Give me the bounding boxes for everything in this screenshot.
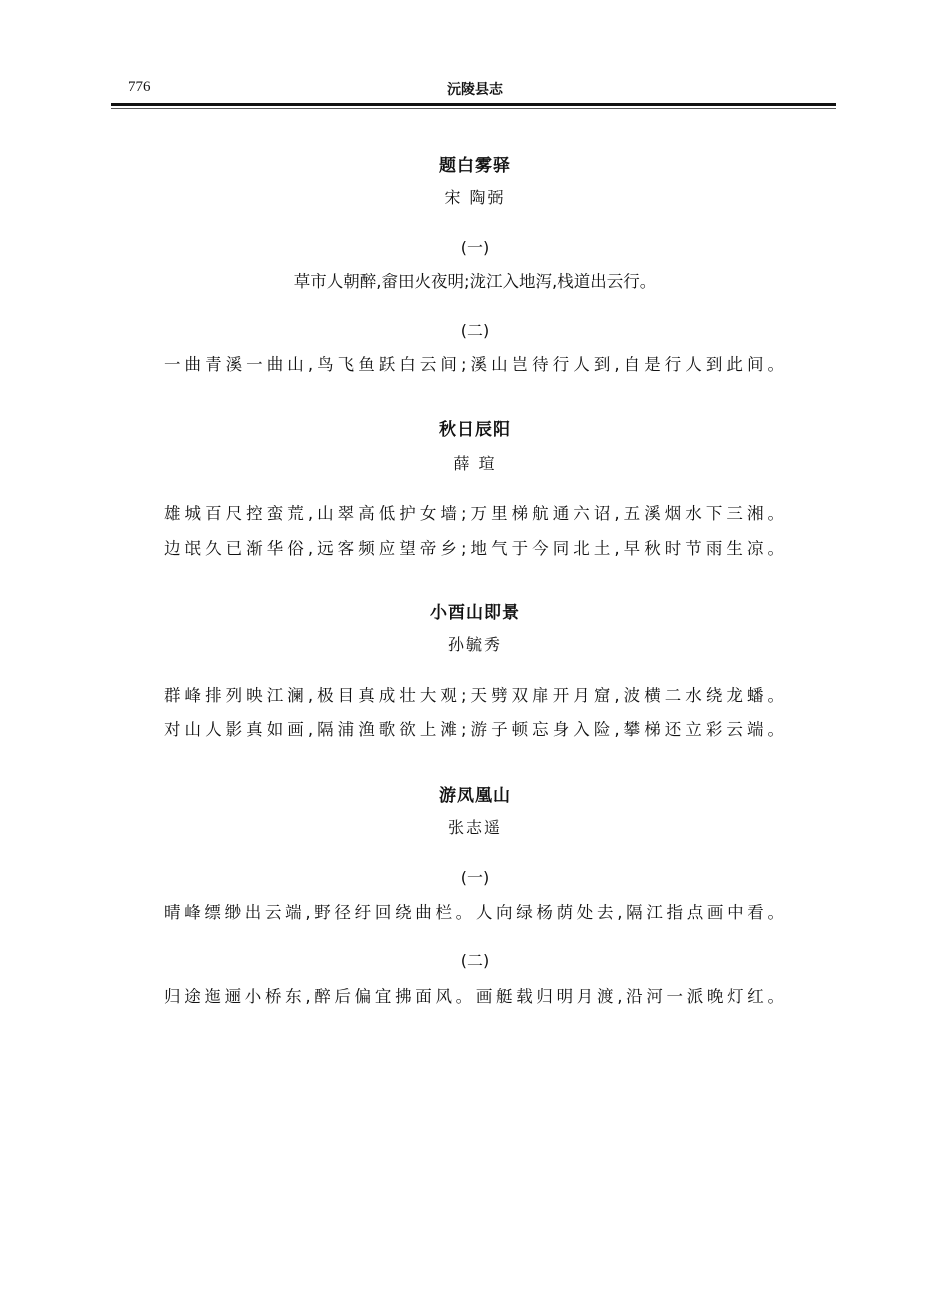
poem-title: 题白雾驿 — [439, 156, 511, 176]
verse-line: 一曲青溪一曲山,鸟飞鱼跃白云间;溪山岂待行人到,自是行人到此间。 — [164, 355, 784, 374]
section-label: (一) — [460, 868, 490, 887]
verse-line: 归途迤逦小桥东,醉后偏宜拂面风。画艇载归明月渡,沿河一派晚灯红。 — [164, 987, 784, 1006]
verse-line: 晴峰缥缈出云端,野径纡回绕曲栏。人向绿杨荫处去,隔江指点画中看。 — [164, 903, 784, 922]
poem-author: 张志遥 — [447, 818, 502, 837]
poem-title: 秋日辰阳 — [439, 420, 511, 440]
section-label: (一) — [460, 238, 490, 257]
header-rule — [111, 103, 836, 106]
poem-author: 薛 瑄 — [453, 454, 497, 473]
header-rule-thin — [111, 108, 836, 109]
verse-line: 边氓久已渐华俗,远客频应望帝乡;地气于今同北土,早秋时节雨生凉。 — [164, 539, 784, 558]
verse-line: 群峰排列映江澜,极目真成壮大观;天劈双扉开月窟,波横二水绕龙蟠。 — [164, 686, 784, 705]
verse-line: 草市人朝醉,畲田火夜明;泷江入地泻,栈道出云行。 — [293, 272, 657, 291]
verse-line: 对山人影真如画,隔浦渔歌欲上滩;游子顿忘身入险,攀梯还立彩云端。 — [164, 720, 784, 739]
running-title: 沅陵县志 — [447, 82, 503, 98]
poem-title: 小酉山即景 — [430, 603, 520, 623]
poem-author: 孙毓秀 — [447, 635, 502, 654]
page-number: 776 — [128, 79, 151, 95]
verse-line: 雄城百尺控蛮荒,山翠高低护女墙;万里梯航通六诏,五溪烟水下三湘。 — [164, 504, 784, 523]
section-label: (二) — [460, 321, 490, 340]
poem-author: 宋 陶弼 — [444, 188, 506, 207]
section-label: (二) — [460, 951, 490, 970]
poem-title: 游凤凰山 — [439, 786, 511, 806]
